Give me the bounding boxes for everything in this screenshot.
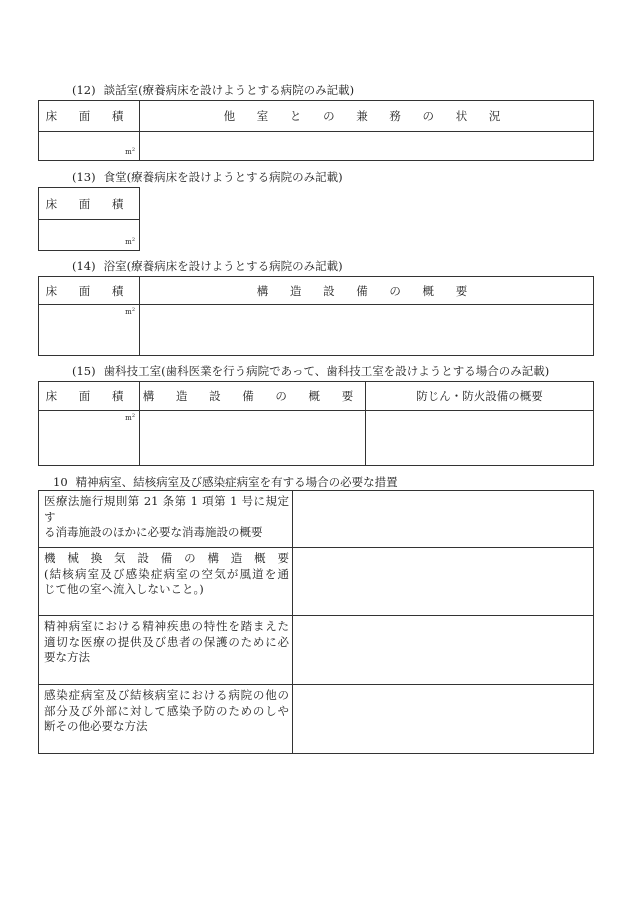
s14-unit-sup: 2 <box>131 307 135 313</box>
s14-floor-area-cell[interactable] <box>39 305 140 356</box>
section-10-table <box>38 490 594 754</box>
s12-shared-use-cell[interactable] <box>140 132 594 161</box>
section-15-number: (15) <box>72 364 96 378</box>
s10-row4-line1: 感染症病室及び結核病室における病院の他の <box>44 688 289 702</box>
s12-floor-area-header: 床 面 積 <box>39 101 140 132</box>
s15-floor-area-cell[interactable] <box>39 411 140 466</box>
section-14-number: (14) <box>72 259 96 273</box>
s10-row3-value-cell[interactable] <box>293 616 594 685</box>
s15-floor-area-header: 床 面 積 <box>39 382 140 411</box>
s10-row3-line2: 適切な医療の提供及び患者の保護のために必 <box>44 634 289 649</box>
s10-row3-line3: 要な方法 <box>44 650 90 664</box>
section-12-title: 談話室(療養病床を設けようとする病院のみ記載) <box>103 83 355 97</box>
s10-row3-label <box>39 616 293 685</box>
s12-unit-sup: 2 <box>131 147 135 153</box>
s15-dust-fire-header: 防じん・防火設備の概要 <box>366 382 594 411</box>
s10-row4-value-cell[interactable] <box>293 685 594 754</box>
section-12-table <box>38 100 594 161</box>
s10-row1-value-cell[interactable] <box>293 491 594 548</box>
section-10-number: 10 <box>53 475 68 489</box>
s12-floor-area-cell[interactable] <box>39 132 140 161</box>
s10-row2-line2: (結核病室及び感染症病室の空気が風道を通 <box>44 566 289 581</box>
section-13-heading <box>72 170 343 184</box>
section-10-title: 精神病室、結核病室及び感染症病室を有する場合の必要な措置 <box>75 475 398 489</box>
s12-unit: m <box>125 148 132 156</box>
section-10-heading <box>53 475 398 489</box>
s10-row1-label <box>39 491 293 548</box>
s14-floor-area-header: 床 面 積 <box>39 277 140 305</box>
s10-row4-label <box>39 685 293 754</box>
s13-unit-sup: 2 <box>131 237 135 243</box>
s14-structure-cell[interactable] <box>140 305 594 356</box>
s15-unit: m <box>125 414 132 422</box>
s10-row4-line2: 部分及び外部に対して感染予防のためのしや <box>44 703 289 718</box>
section-12-heading <box>72 83 354 97</box>
s15-dust-fire-cell[interactable] <box>366 411 594 466</box>
s14-unit: m <box>125 308 132 316</box>
section-15-heading <box>72 364 549 378</box>
section-13-number: (13) <box>72 170 96 184</box>
s12-shared-use-header: 他 室 と の 兼 務 の 状 況 <box>140 101 594 132</box>
s10-row3-line1: 精神病室における精神疾患の特性を踏まえた <box>44 619 289 633</box>
s15-structure-header: 構 造 設 備 の 概 要 <box>140 382 366 411</box>
s10-row1-line2: る消毒施設のほかに必要な消毒施設の概要 <box>44 525 263 539</box>
s15-structure-cell[interactable] <box>140 411 366 466</box>
s13-floor-area-header: 床 面 積 <box>39 188 140 220</box>
section-15-title: 歯科技工室(歯科医業を行う病院であって、歯科技工室を設けようとする場合のみ記載) <box>103 364 550 378</box>
section-14-heading <box>72 259 343 273</box>
s14-structure-header: 構 造 設 備 の 概 要 <box>140 277 594 305</box>
s13-unit: m <box>125 238 132 246</box>
section-14-title: 浴室(療養病床を設けようとする病院のみ記載) <box>103 259 343 273</box>
s10-row1-line1: 医療法施行規則第 21 条第 1 項第 1 号に規定す <box>44 494 289 524</box>
s13-floor-area-cell[interactable] <box>39 220 140 251</box>
s10-row4-line3: 断その他必要な方法 <box>44 719 148 733</box>
s10-row2-label <box>39 548 293 616</box>
s15-unit-sup: 2 <box>131 413 135 419</box>
section-15-table <box>38 381 594 466</box>
section-12-number: (12) <box>72 83 96 97</box>
s10-row2-value-cell[interactable] <box>293 548 594 616</box>
s10-row2-line1: 機 械 換 気 設 備 の 構 造 概 要 <box>44 551 289 565</box>
section-13-title: 食堂(療養病床を設けようとする病院のみ記載) <box>103 170 343 184</box>
section-14-table <box>38 276 594 356</box>
section-13-table <box>38 187 140 251</box>
s10-row2-line3: じて他の室へ流入しないこと。) <box>44 582 204 596</box>
